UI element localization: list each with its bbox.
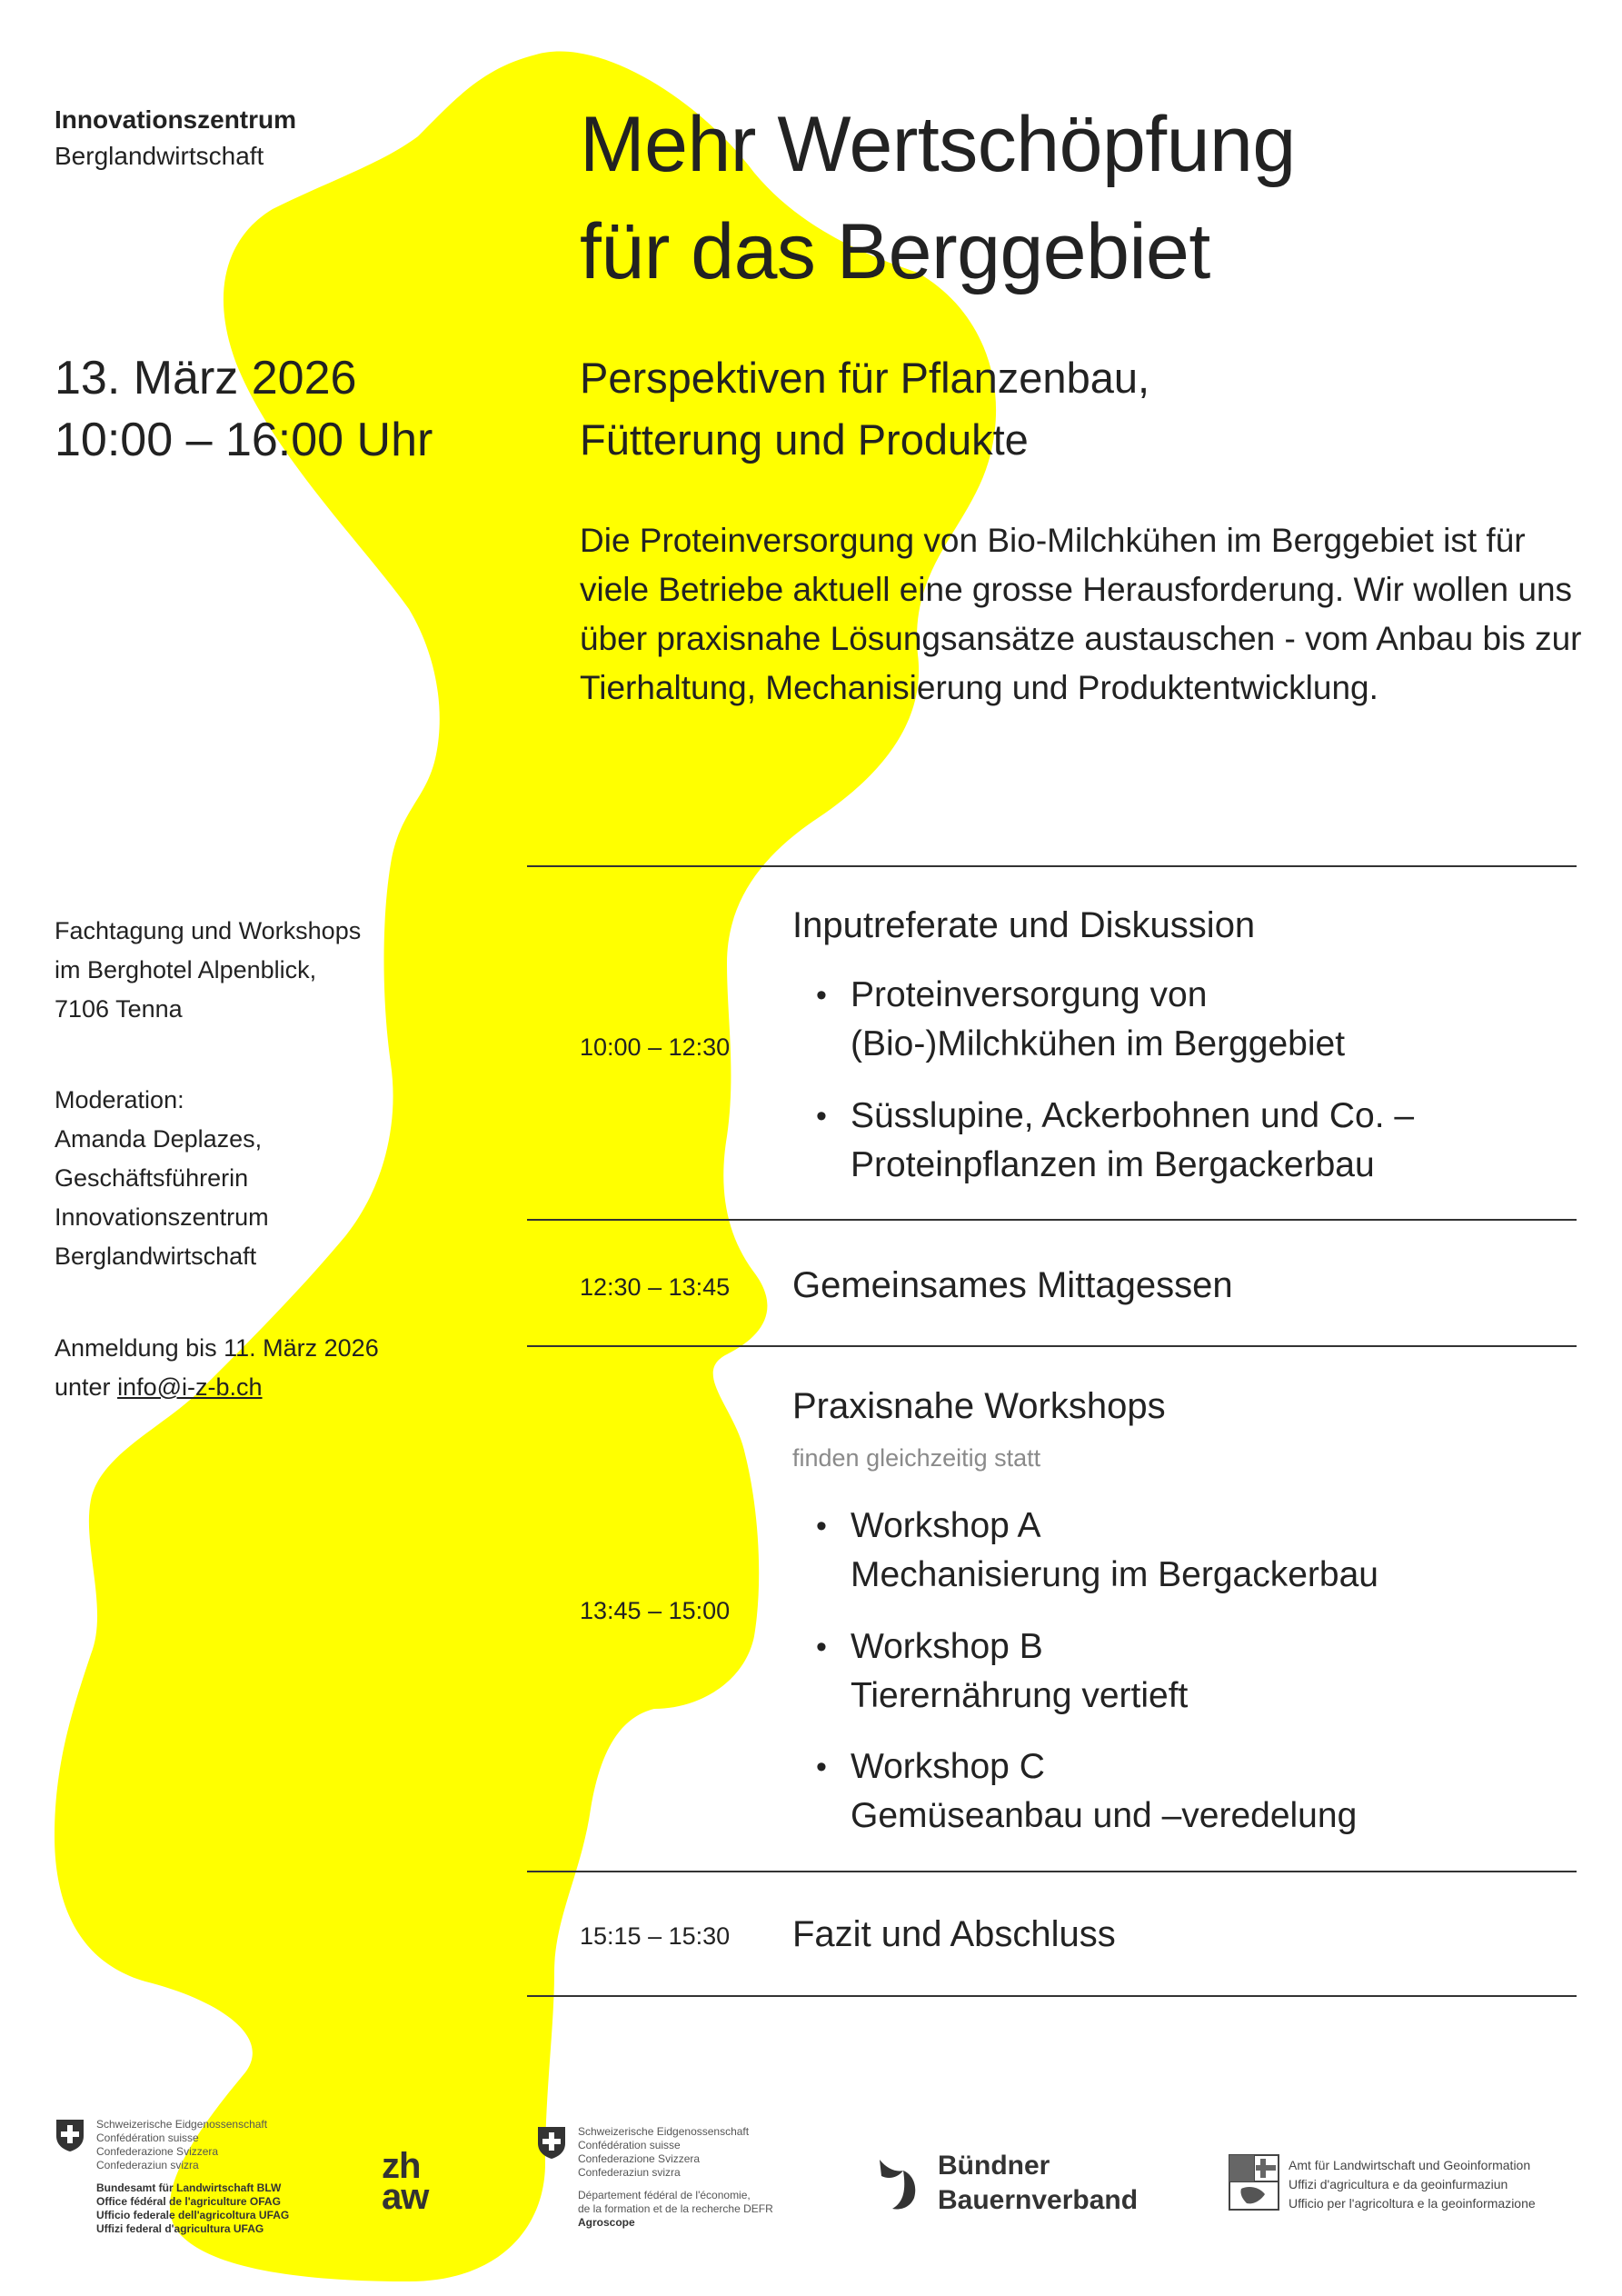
divider bbox=[527, 1871, 1577, 1872]
spacer bbox=[96, 2172, 289, 2181]
agroscope-logo bbox=[578, 2125, 773, 2230]
moderation-role: Geschäftsführerin bbox=[55, 1164, 249, 1192]
blw-bold-3: Ufficio federale dell'agricoltura UFAG bbox=[96, 2209, 290, 2221]
venue-line-3: 7106 Tenna bbox=[55, 995, 183, 1023]
list-item bbox=[816, 1092, 1414, 1190]
moderation-org-2: Berglandwirtschaft bbox=[55, 1243, 257, 1270]
list-item bbox=[816, 1502, 1378, 1600]
registration-deadline: Anmeldung bis 11. März 2026 bbox=[55, 1334, 379, 1362]
moderation-org-1: Innovationszentrum bbox=[55, 1203, 269, 1231]
organizer-line-1: Innovationszentrum bbox=[55, 105, 297, 134]
list-item-line-1: Workshop B bbox=[851, 1627, 1043, 1666]
swiss-coat-of-arms-icon bbox=[55, 2118, 85, 2152]
program-time-3: 13:45 – 15:00 bbox=[580, 1597, 731, 1624]
blw-bold-1: Bundesamt für Landwirtschaft BLW bbox=[96, 2181, 282, 2194]
page-title bbox=[580, 91, 1296, 305]
venue-line-1: Fachtagung und Workshops bbox=[55, 917, 362, 944]
blw-bold-4: Uffizi federal d'agricultura UFAG bbox=[96, 2222, 264, 2235]
agroscope-line-2: Confédération suisse bbox=[578, 2139, 681, 2151]
alg-logo bbox=[1289, 2156, 1536, 2213]
program-heading-2: Gemeinsames Mittagessen bbox=[792, 1265, 1233, 1305]
moderation-label: Moderation: bbox=[55, 1086, 184, 1113]
agroscope-line-4: Confederaziun svizra bbox=[578, 2166, 681, 2179]
list-item bbox=[816, 971, 1345, 1069]
venue-info bbox=[55, 912, 361, 1029]
organizer-name bbox=[55, 102, 296, 175]
agroscope-line-3: Confederazione Svizzera bbox=[578, 2152, 701, 2165]
blw-line-4: Confederaziun svizra bbox=[96, 2159, 199, 2171]
blw-bold-2: Office fédéral de l'agriculture OFAG bbox=[96, 2195, 281, 2208]
zhaw-logo bbox=[382, 2146, 429, 2217]
bbv-logo-icon bbox=[876, 2156, 929, 2214]
blw-line-2: Confédération suisse bbox=[96, 2131, 199, 2144]
list-item-line-2: Tierernährung vertieft bbox=[851, 1676, 1189, 1715]
program-time-2: 12:30 – 13:45 bbox=[580, 1273, 731, 1301]
agroscope-dept-1: Département fédéral de l'économie, bbox=[578, 2189, 751, 2201]
bullet-icon: • bbox=[816, 1630, 827, 1664]
program-heading-3: Praxisnahe Workshops bbox=[792, 1386, 1166, 1426]
list-item-line-2: Gemüseanbau und –veredelung bbox=[851, 1796, 1358, 1835]
moderation-info bbox=[55, 1081, 269, 1276]
blw-logo bbox=[96, 2118, 289, 2236]
registration-contact bbox=[55, 1368, 379, 1407]
alg-line-1: Amt für Landwirtschaft und Geoinformation bbox=[1289, 2158, 1531, 2172]
bbv-line-2: Bauernverband bbox=[938, 2185, 1139, 2215]
bullet-icon: • bbox=[816, 1099, 827, 1133]
registration-info bbox=[55, 1329, 379, 1407]
blw-line-3: Confederazione Svizzera bbox=[96, 2145, 219, 2158]
blw-line-1: Schweizerische Eidgenossenschaft bbox=[96, 2118, 268, 2131]
program-heading-1: Inputreferate und Diskussion bbox=[792, 905, 1256, 945]
event-date-time: 10:00 – 16:00 Uhr bbox=[55, 414, 433, 466]
venue-line-2: im Berghotel Alpenblick, bbox=[55, 956, 317, 983]
moderation-name: Amanda Deplazes, bbox=[55, 1125, 263, 1153]
bbv-line-1: Bündner bbox=[938, 2151, 1050, 2181]
list-item-line-1: Proteinversorgung von bbox=[851, 975, 1208, 1014]
list-item bbox=[816, 1742, 1357, 1841]
agroscope-line-1: Schweizerische Eidgenossenschaft bbox=[578, 2125, 750, 2138]
title-line-2: für das Berggebiet bbox=[580, 208, 1210, 295]
program-time-4: 15:15 – 15:30 bbox=[580, 1922, 731, 1950]
list-item-line-1: Süsslupine, Ackerbohnen und Co. – bbox=[851, 1096, 1415, 1135]
event-date bbox=[55, 347, 433, 471]
agroscope-name: Agroscope bbox=[578, 2216, 635, 2229]
list-item-line-1: Workshop A bbox=[851, 1506, 1041, 1545]
program-time-1: 10:00 – 12:30 bbox=[580, 1033, 731, 1061]
agroscope-dept-2: de la formation et de la recherche DEFR bbox=[578, 2202, 773, 2215]
divider bbox=[527, 1995, 1577, 1997]
divider bbox=[527, 865, 1577, 867]
subtitle bbox=[580, 347, 1149, 471]
list-item-line-2: Mechanisierung im Bergackerbau bbox=[851, 1555, 1378, 1594]
subtitle-line-2: Fütterung und Produkte bbox=[580, 415, 1029, 464]
list-item-line-1: Workshop C bbox=[851, 1747, 1045, 1786]
list-item-line-2: Proteinpflanzen im Bergackerbau bbox=[851, 1145, 1375, 1184]
divider bbox=[527, 1345, 1577, 1347]
intro-paragraph: Die Proteinversorgung von Bio-Milchkühen im Berggebiet ist für viele Betriebe aktuell eine grosse Herausforderung. Wir wollen uns über praxisnahe Lösungsansätze austauschen - vom Anbau bis zur Tierhaltung, Mechanisierung und Produktentwicklung. bbox=[580, 522, 1582, 706]
bullet-icon: • bbox=[816, 1509, 827, 1543]
title-line-1: Mehr Wertschöpfung bbox=[580, 101, 1296, 188]
zhaw-logo-bottom: aw bbox=[382, 2177, 429, 2217]
event-date-day: 13. März 2026 bbox=[55, 352, 357, 404]
list-item bbox=[816, 1622, 1188, 1721]
bullet-icon: • bbox=[816, 978, 827, 1013]
graubuenden-coat-of-arms-icon bbox=[1229, 2154, 1279, 2211]
list-item-line-2: (Bio-)Milchkühen im Berggebiet bbox=[851, 1024, 1346, 1063]
program-note-3: finden gleichzeitig statt bbox=[792, 1444, 1041, 1472]
swiss-coat-of-arms-icon bbox=[536, 2125, 567, 2160]
organizer-line-2: Berglandwirtschaft bbox=[55, 142, 264, 170]
bullet-icon: • bbox=[816, 1750, 827, 1784]
alg-line-2: Uffizi d'agricultura e da geoinfurmaziun bbox=[1289, 2177, 1508, 2191]
spacer bbox=[578, 2180, 773, 2189]
registration-email-link[interactable]: info@i-z-b.ch bbox=[117, 1373, 263, 1401]
divider bbox=[527, 1219, 1577, 1221]
program-heading-4: Fazit und Abschluss bbox=[792, 1914, 1116, 1954]
subtitle-line-1: Perspektiven für Pflanzenbau, bbox=[580, 354, 1150, 402]
alg-line-3: Ufficio per l'agricoltura e la geoinformazione bbox=[1289, 2196, 1536, 2211]
zhaw-logo-top: zh bbox=[382, 2146, 421, 2186]
bbv-logo bbox=[938, 2149, 1138, 2218]
registration-prefix: unter bbox=[55, 1373, 111, 1401]
